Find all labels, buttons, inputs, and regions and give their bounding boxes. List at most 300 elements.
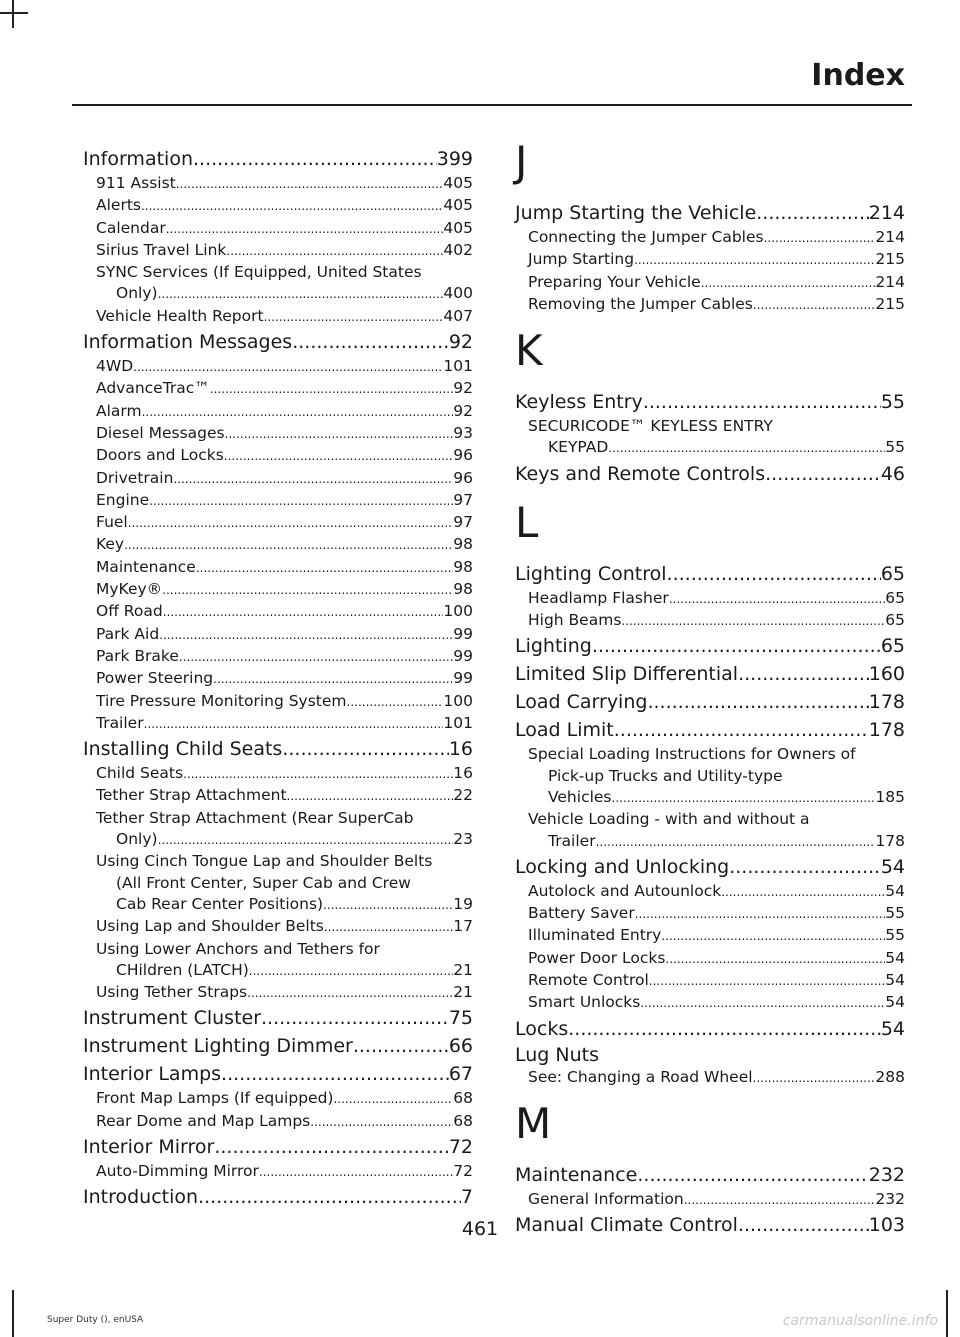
- dot-leader: [612, 788, 876, 809]
- index-subentry[interactable]: [83, 960, 473, 982]
- entry-label: Jump Starting the Vehicle: [515, 202, 757, 224]
- entry-page-number: 21: [453, 960, 473, 979]
- dot-leader: [141, 196, 443, 217]
- dot-leader: [596, 832, 876, 853]
- entry-label: Connecting the Jumper Cables: [528, 228, 764, 246]
- dot-leader: [163, 602, 444, 623]
- entry-page-number: 21: [453, 983, 473, 1002]
- entry-label: Sirius Travel Link: [96, 240, 227, 259]
- index-column-left: [83, 145, 473, 1211]
- entry-page-number: 100: [443, 691, 473, 710]
- entry-label: General Information: [528, 1189, 684, 1208]
- dot-leader: [637, 1161, 868, 1189]
- entry-label: Drivetrain: [96, 468, 174, 487]
- entry-page-number: 98: [453, 557, 473, 576]
- entry-label: Child Seats: [96, 764, 184, 783]
- index-entry[interactable]: [83, 145, 473, 173]
- dot-leader: [333, 1089, 453, 1110]
- entry-page-number: 214: [868, 202, 905, 224]
- entry-page-number: 407: [443, 306, 473, 325]
- entry-label: Battery Saver: [528, 904, 635, 923]
- entry-label: Autolock and Autounlock: [528, 881, 722, 900]
- dot-leader: [221, 1060, 449, 1088]
- entry-label: Tire Pressure Monitoring System: [96, 691, 347, 710]
- index-subentry[interactable]: [83, 785, 473, 807]
- index-subentry[interactable]: [83, 512, 473, 534]
- entry-page-number: 101: [443, 713, 473, 732]
- entry-page-number: 215: [875, 250, 905, 269]
- entry-label: Introduction: [83, 1186, 199, 1209]
- dot-leader: [142, 402, 454, 423]
- index-entry[interactable]: [515, 853, 905, 881]
- index-subentry[interactable]: [83, 401, 473, 423]
- entry-page-number: 66: [448, 1035, 473, 1058]
- dot-leader: [213, 669, 453, 690]
- dot-leader: [128, 513, 454, 534]
- entry-page-number: 54: [880, 1017, 905, 1040]
- entry-label: Load Carrying: [515, 691, 648, 714]
- entry-label: AdvanceTrac™: [96, 379, 210, 398]
- dot-leader: [159, 625, 453, 646]
- entry-label: Alarm: [96, 401, 142, 420]
- entry-page-number: 16: [448, 738, 473, 761]
- dot-leader: [608, 438, 885, 459]
- entry-label: Smart Unlocks: [528, 993, 641, 1012]
- index-subentry[interactable]: [83, 445, 473, 467]
- dot-leader: [292, 328, 449, 356]
- dot-leader: [247, 983, 453, 1004]
- dot-leader: [764, 228, 876, 249]
- dot-leader: [756, 199, 868, 227]
- index-heading-text: SECURICODE™ KEYLESS ENTRY: [528, 417, 773, 436]
- dot-leader: [214, 1133, 448, 1161]
- entry-label: Lighting: [515, 635, 592, 658]
- index-subentry[interactable]: [83, 557, 473, 579]
- entry-label: Interior Mirror: [83, 1135, 215, 1158]
- dot-leader: [621, 611, 885, 632]
- index-subentry[interactable]: [515, 272, 905, 294]
- model-label: Super Duty (), enUSA: [47, 1315, 144, 1325]
- page-number: 461: [461, 1218, 499, 1240]
- entry-page-number: 55: [885, 438, 905, 457]
- index-subentry[interactable]: [83, 468, 473, 490]
- index-entry[interactable]: [515, 716, 905, 744]
- entry-page-number: 7: [460, 1186, 473, 1209]
- entry-page-number: 402: [443, 240, 473, 259]
- entry-page-number: 72: [453, 1161, 473, 1180]
- index-heading-text: Using Cinch Tongue Lap and Shoulder Belts: [96, 852, 433, 871]
- entry-label: Auto-Dimming Mirror: [96, 1161, 259, 1180]
- index-subentry[interactable]: [83, 579, 473, 601]
- entry-page-number: 405: [443, 196, 473, 215]
- index-entry[interactable]: [515, 560, 905, 588]
- entry-label: Tether Strap Attachment: [96, 786, 287, 805]
- dot-leader: [149, 491, 453, 512]
- index-heading-text: Using Lower Anchors and Tethers for: [96, 939, 380, 958]
- index-subentry[interactable]: [515, 903, 905, 925]
- entry-label: Manual Climate Control: [515, 1214, 738, 1237]
- entry-page-number: 405: [443, 174, 473, 192]
- index-entry[interactable]: [515, 460, 905, 488]
- entry-page-number: 67: [448, 1063, 473, 1086]
- entry-page-number: 55: [885, 926, 905, 945]
- entry-page-number: 98: [453, 580, 473, 599]
- entry-page-number: 92: [453, 379, 473, 398]
- index-subentry[interactable]: [515, 1189, 905, 1211]
- index-heading-text: Special Loading Instructions for Owners of: [528, 745, 856, 764]
- index-subentry[interactable]: [515, 249, 905, 271]
- dot-leader: [124, 535, 453, 556]
- index-subentry[interactable]: [83, 240, 473, 262]
- dot-leader: [259, 1162, 453, 1183]
- entry-label: Diesel Messages: [96, 423, 225, 442]
- entry-page-number: 214: [875, 272, 905, 291]
- entry-page-number: 178: [868, 691, 905, 714]
- dot-leader: [738, 660, 869, 688]
- dot-leader: [176, 174, 444, 195]
- dot-leader: [614, 716, 869, 744]
- index-entry[interactable]: [515, 1015, 905, 1043]
- index-subentry[interactable]: [83, 601, 473, 623]
- entry-label: Locking and Unlocking: [515, 855, 730, 878]
- dot-leader: [324, 917, 453, 938]
- entry-page-number: 92: [453, 401, 473, 420]
- dot-leader: [261, 1004, 449, 1032]
- entry-page-number: 92: [448, 331, 473, 354]
- index-entry[interactable]: [83, 1004, 473, 1032]
- dot-leader: [158, 830, 454, 851]
- dot-leader: [282, 735, 448, 763]
- index-subentry[interactable]: [83, 534, 473, 556]
- dot-leader: [634, 250, 875, 271]
- watermark: carmanualsonline.info: [782, 1313, 938, 1329]
- entry-page-number: 96: [453, 446, 473, 465]
- dot-leader: [669, 589, 886, 610]
- entry-label: Park Aid: [96, 624, 160, 643]
- section-letter: L: [515, 497, 539, 547]
- index-heading-text: (All Front Center, Super Cab and Crew: [116, 873, 411, 892]
- index-subentry[interactable]: [83, 668, 473, 690]
- index-heading-text: SYNC Services (If Equipped, United States: [96, 263, 422, 282]
- index-subentry[interactable]: [83, 829, 473, 851]
- index-entry[interactable]: [83, 1183, 473, 1211]
- dot-leader: [753, 295, 876, 316]
- entry-page-number: 232: [875, 1189, 905, 1208]
- entry-label: Lighting Control: [515, 562, 667, 585]
- header-rule: [72, 104, 912, 106]
- entry-label: MyKey®: [96, 580, 163, 599]
- entry-label: Only): [116, 830, 158, 849]
- entry-label: High Beams: [528, 611, 622, 630]
- entry-label: Cab Rear Center Positions): [116, 894, 324, 913]
- index-column-right: [515, 137, 905, 1239]
- index-subentry[interactable]: [83, 894, 473, 916]
- dot-leader: [210, 379, 453, 400]
- entry-label: Fuel: [96, 513, 128, 532]
- entry-label: Key: [96, 535, 125, 554]
- entry-label: Park Brake: [96, 646, 179, 665]
- entry-page-number: 215: [875, 294, 905, 313]
- entry-page-number: 98: [453, 535, 473, 554]
- index-entry[interactable]: [83, 328, 473, 356]
- entry-page-number: 22: [453, 786, 473, 805]
- index-subentry[interactable]: [83, 713, 473, 735]
- entry-page-number: 23: [453, 830, 473, 849]
- entry-label: CHildren (LATCH): [116, 960, 249, 979]
- entry-label: Load Limit: [515, 719, 614, 742]
- dot-leader: [323, 895, 453, 916]
- dot-leader: [592, 632, 881, 660]
- entry-label: Instrument Cluster: [83, 1007, 262, 1030]
- dot-leader: [264, 307, 444, 328]
- index-subentry[interactable]: [515, 294, 905, 316]
- dot-leader: [226, 241, 443, 262]
- entry-label: Calendar: [96, 218, 166, 237]
- entry-page-number: 68: [453, 1089, 473, 1108]
- dot-leader: [162, 580, 453, 601]
- entry-label: Remote Control: [528, 971, 649, 990]
- dot-leader: [166, 219, 444, 240]
- entry-label: Maintenance: [96, 557, 196, 576]
- dot-leader: [701, 273, 876, 294]
- index-subentry[interactable]: [515, 925, 905, 947]
- entry-label: Vehicles: [548, 787, 612, 806]
- index-subentry[interactable]: [83, 763, 473, 785]
- index-heading-text: Tether Strap Attachment (Rear SuperCab: [96, 808, 414, 827]
- dot-leader: [310, 1112, 453, 1133]
- entry-label: Doors and Locks: [96, 446, 224, 465]
- entry-label: Limited Slip Differential: [515, 663, 739, 686]
- entry-label: Power Door Locks: [528, 948, 666, 967]
- dot-leader: [347, 692, 444, 713]
- index-subentry[interactable]: [515, 992, 905, 1014]
- entry-page-number: 101: [443, 357, 473, 376]
- index-subentry[interactable]: [83, 624, 473, 646]
- index-subentry[interactable]: [83, 1088, 473, 1110]
- index-entry[interactable]: [515, 199, 905, 227]
- entry-page-number: 400: [443, 284, 473, 303]
- entry-page-number: 55: [885, 904, 905, 923]
- entry-label: Instrument Lighting Dimmer: [83, 1035, 353, 1058]
- entry-page-number: 65: [885, 611, 905, 630]
- entry-page-number: 399: [436, 148, 473, 170]
- entry-label: Rear Dome and Map Lamps: [96, 1111, 311, 1130]
- entry-label: Off Road: [96, 602, 163, 621]
- index-subentry[interactable]: [515, 610, 905, 632]
- page-title: Index: [811, 58, 905, 93]
- entry-label: Engine: [96, 490, 150, 509]
- dot-leader: [249, 961, 453, 982]
- index-subentry[interactable]: [515, 881, 905, 903]
- index-subentry[interactable]: [83, 646, 473, 668]
- entry-label: Trailer: [96, 713, 144, 732]
- entry-page-number: 55: [880, 391, 905, 414]
- entry-page-number: 214: [875, 228, 905, 246]
- dot-leader: [287, 786, 454, 807]
- entry-page-number: 65: [880, 562, 905, 585]
- entry-page-number: 99: [453, 624, 473, 643]
- entry-page-number: 46: [880, 462, 905, 485]
- entry-label: Jump Starting: [528, 250, 635, 269]
- entry-page-number: 75: [448, 1007, 473, 1030]
- index-heading-text: Vehicle Loading - with and without a: [528, 810, 810, 829]
- crop-mark-top-left-horizontal: [0, 12, 28, 14]
- crop-mark-bottom-right: [946, 1290, 948, 1337]
- index-subentry[interactable]: [83, 1111, 473, 1133]
- dot-leader: [568, 1015, 881, 1043]
- entry-page-number: 17: [453, 917, 473, 936]
- dot-leader: [353, 1032, 449, 1060]
- entry-page-number: 288: [875, 1067, 905, 1086]
- entry-label: Vehicle Health Report: [96, 306, 264, 325]
- dot-leader: [640, 993, 885, 1014]
- entry-page-number: 405: [443, 218, 473, 237]
- entry-label: Interior Lamps: [83, 1063, 222, 1086]
- entry-label: Only): [116, 284, 158, 303]
- dot-leader: [225, 424, 454, 445]
- dot-leader: [643, 388, 881, 416]
- section-letter: J: [515, 137, 528, 186]
- index-entry[interactable]: [515, 632, 905, 660]
- entry-label: Headlamp Flasher: [528, 588, 669, 607]
- entry-page-number: 54: [885, 971, 905, 990]
- entry-label: See: Changing a Road Wheel: [528, 1067, 753, 1086]
- entry-label: Maintenance: [515, 1163, 638, 1186]
- dot-leader: [173, 469, 453, 490]
- dot-leader: [635, 904, 886, 925]
- entry-page-number: 72: [448, 1135, 473, 1158]
- entry-page-number: 54: [880, 855, 905, 878]
- entry-label: Power Steering: [96, 669, 214, 688]
- index-entry[interactable]: [83, 1133, 473, 1161]
- entry-label: Information: [83, 148, 193, 170]
- index-subentry[interactable]: [515, 948, 905, 970]
- entry-page-number: 160: [868, 663, 905, 686]
- entry-label: KEYPAD: [548, 438, 609, 457]
- entry-page-number: 54: [885, 948, 905, 967]
- index-entry[interactable]: [515, 1161, 905, 1189]
- entry-label: Using Tether Straps: [96, 983, 248, 1002]
- entry-page-number: 65: [885, 588, 905, 607]
- dot-leader: [183, 764, 453, 785]
- entry-label: Front Map Lamps (If equipped): [96, 1089, 334, 1108]
- dot-leader: [193, 145, 437, 173]
- entry-page-number: 96: [453, 468, 473, 487]
- dot-leader: [196, 558, 453, 579]
- index-subentry[interactable]: [83, 490, 473, 512]
- entry-page-number: 99: [453, 669, 473, 688]
- index-subentry[interactable]: [83, 306, 473, 328]
- dot-leader: [721, 882, 885, 903]
- dot-leader: [647, 688, 868, 716]
- index-subentry[interactable]: [515, 787, 905, 809]
- index-subentry[interactable]: [515, 831, 905, 853]
- index-subentry[interactable]: [83, 1161, 473, 1183]
- entry-page-number: 178: [875, 831, 905, 850]
- entry-label: Alerts: [96, 196, 141, 215]
- entry-label: Installing Child Seats: [83, 738, 283, 761]
- entry-page-number: 99: [453, 646, 473, 665]
- index-entry[interactable]: [515, 688, 905, 716]
- index-subentry[interactable]: [515, 588, 905, 610]
- index-subentry[interactable]: [515, 1067, 905, 1089]
- entry-page-number: 19: [453, 894, 473, 913]
- entry-label: Locks: [515, 1017, 569, 1040]
- index-subentry[interactable]: [83, 378, 473, 400]
- index-subentry[interactable]: [83, 356, 473, 378]
- entry-label: Using Lap and Shoulder Belts: [96, 917, 324, 936]
- entry-page-number: 68: [453, 1111, 473, 1130]
- entry-label: Preparing Your Vehicle: [528, 272, 701, 291]
- dot-leader: [667, 560, 881, 588]
- index-subentry[interactable]: [83, 218, 473, 240]
- section-letter: M: [515, 1098, 552, 1148]
- dot-leader: [224, 446, 453, 467]
- index-subentry[interactable]: [83, 916, 473, 938]
- index-subentry[interactable]: [515, 437, 905, 459]
- index-subentry[interactable]: [83, 195, 473, 217]
- crop-mark-bottom-left: [12, 1290, 14, 1337]
- dot-leader: [665, 949, 885, 970]
- index-subentry[interactable]: [83, 691, 473, 713]
- dot-leader: [144, 714, 444, 735]
- dot-leader: [158, 284, 444, 305]
- index-subentry[interactable]: [83, 423, 473, 445]
- entry-page-number: 65: [880, 635, 905, 658]
- index-subentry[interactable]: [83, 283, 473, 305]
- entry-page-number: 54: [885, 993, 905, 1012]
- entry-page-number: 97: [453, 513, 473, 532]
- entry-page-number: 232: [868, 1163, 905, 1186]
- index-entry[interactable]: [83, 1032, 473, 1060]
- dot-leader: [649, 971, 886, 992]
- index-subentry[interactable]: [83, 982, 473, 1004]
- index-entry[interactable]: [515, 388, 905, 416]
- entry-page-number: 103: [868, 1214, 905, 1237]
- index-heading-text: Lug Nuts: [515, 1043, 599, 1066]
- dot-leader: [684, 1190, 876, 1211]
- entry-page-number: 100: [443, 602, 473, 621]
- entry-page-number: 93: [453, 423, 473, 442]
- crop-mark-top-left: [12, 0, 14, 28]
- entry-label: Removing the Jumper Cables: [528, 294, 753, 313]
- entry-label: Illuminated Entry: [528, 926, 662, 945]
- entry-label: Keys and Remote Controls: [515, 462, 766, 485]
- dot-leader: [729, 853, 881, 881]
- entry-page-number: 16: [453, 764, 473, 783]
- dot-leader: [765, 460, 881, 488]
- index-entry[interactable]: [83, 1060, 473, 1088]
- dot-leader: [753, 1068, 876, 1089]
- section-letter: K: [515, 326, 543, 376]
- entry-page-number: 97: [453, 490, 473, 509]
- dot-leader: [133, 357, 443, 378]
- entry-label: Information Messages: [83, 331, 293, 354]
- index-heading-text: Pick-up Trucks and Utility-type: [548, 766, 783, 785]
- entry-label: 4WD: [96, 357, 134, 376]
- dot-leader: [198, 1183, 461, 1211]
- index-entry[interactable]: [83, 735, 473, 763]
- dot-leader: [179, 647, 453, 668]
- index-subentry[interactable]: [515, 227, 905, 249]
- index-entry[interactable]: [515, 660, 905, 688]
- index-subentry[interactable]: [515, 970, 905, 992]
- entry-page-number: 178: [868, 719, 905, 742]
- entry-page-number: 185: [875, 787, 905, 806]
- dot-leader: [661, 926, 885, 947]
- index-subentry[interactable]: [83, 173, 473, 195]
- entry-label: Keyless Entry: [515, 391, 643, 414]
